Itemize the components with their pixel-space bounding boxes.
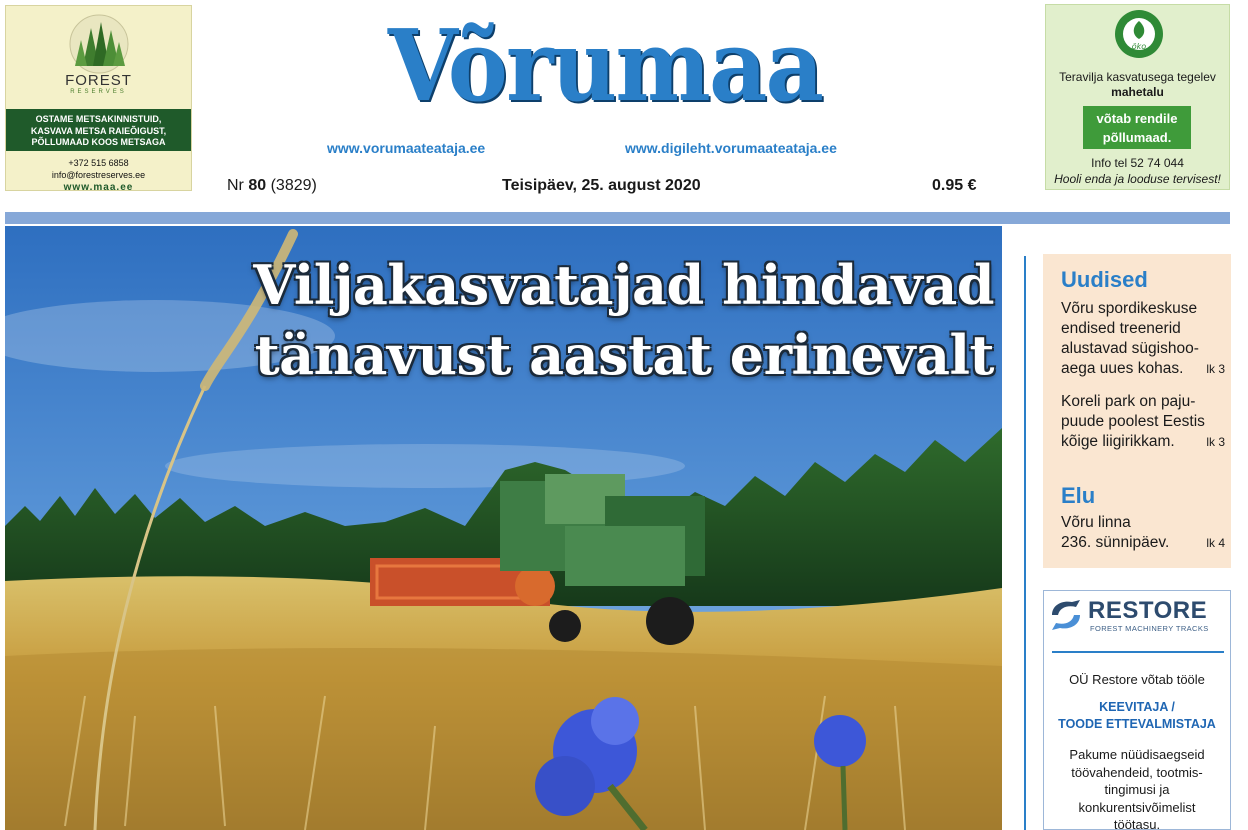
forest-offer-band — [6, 109, 191, 151]
farm-ad-slogan: Hooli enda ja looduse tervisest! — [1054, 172, 1221, 186]
restore-job-line: KEEVITAJA / — [1099, 700, 1175, 714]
forest-offer-line: KASVAVA METSA RAIEÕIGUST, — [30, 125, 167, 136]
restore-hiring-line: OÜ Restore võtab tööle — [1069, 672, 1205, 687]
farm-ad-phone: Info tel 52 74 044 — [1091, 156, 1184, 170]
masthead — [225, 6, 995, 156]
issue-number — [227, 177, 317, 195]
news-teaser-line: Võru spordikeskuse — [1061, 300, 1198, 317]
news-teaser-line: kõige liigirikkam. — [1061, 433, 1175, 450]
page-reference: lk 4 — [1206, 536, 1225, 550]
website-link[interactable]: www.vorumaateataja.ee — [327, 140, 486, 156]
news-teaser-item[interactable] — [1061, 392, 1225, 452]
eco-label-text: öko — [1131, 42, 1147, 51]
restore-offer-text — [1044, 746, 1230, 830]
forest-phone: +372 515 6858 — [68, 158, 129, 168]
forest-brand-sub: RESERVES — [70, 89, 127, 95]
news-teaser-line: endised treenerid — [1061, 320, 1181, 337]
headline-line: tänavust aastat erinevalt — [254, 323, 994, 387]
headline-line: Viljakasvatajad hindavad — [253, 253, 994, 317]
restore-offer-line: töövahendeid, tootmis- — [1071, 764, 1203, 780]
restore-divider — [1052, 651, 1224, 653]
farm-ad-offer-line: põllumaad. — [1102, 130, 1172, 145]
restore-offer-line: tingimusi ja — [1104, 782, 1170, 797]
issue-date: Teisipäev, 25. august 2020 — [502, 177, 701, 194]
news-teaser-line: 236. sünnipäev. — [1061, 534, 1170, 551]
sidebar-rule — [1024, 256, 1026, 830]
forest-offer-line: PÕLLUMAAD KOOS METSAGA — [31, 137, 166, 147]
newspaper-title[interactable]: Võrumaa — [387, 9, 823, 124]
restore-offer-line: konkurentsivõimelist — [1078, 799, 1196, 815]
section-heading-life[interactable]: Elu — [1061, 483, 1096, 508]
forest-brand-name: FOREST — [65, 72, 132, 89]
page-reference: lk 3 — [1206, 435, 1225, 449]
forest-trees-icon — [61, 14, 137, 74]
forest-offer-line: OSTAME METSAKINNISTUID, — [35, 114, 162, 124]
organic-farm-ad[interactable] — [1045, 4, 1230, 190]
forest-web-link[interactable]: www.maa.ee — [63, 182, 134, 191]
news-teaser-item[interactable] — [1061, 513, 1225, 553]
news-teaser-line: puude poolest Eestis — [1061, 413, 1205, 430]
news-teaser-line: aega uues kohas. — [1061, 360, 1184, 377]
farm-ad-offer-line: võtab rendile — [1096, 111, 1178, 126]
restore-brand-name: RESTORE — [1088, 597, 1208, 624]
issue-number-label: Nr — [227, 177, 244, 194]
news-teaser-item[interactable] — [1061, 299, 1225, 379]
issue-total-number: (3829) — [270, 177, 317, 194]
news-teaser-line: Koreli park on paju- — [1061, 393, 1196, 410]
farm-ad-offer-box — [1083, 106, 1191, 149]
forest-email-link[interactable]: info@forestreserves.ee — [51, 170, 146, 180]
digital-edition-link[interactable]: www.digileht.vorumaateataja.ee — [625, 140, 837, 156]
section-heading-news[interactable]: Uudised — [1061, 267, 1148, 292]
hero-photo[interactable] — [5, 226, 1002, 830]
farm-ad-emphasis: mahetalu — [1111, 85, 1164, 99]
page-reference: lk 3 — [1206, 362, 1225, 376]
restore-offer-line: töötasu. — [1113, 817, 1161, 830]
news-teaser-box — [1043, 254, 1231, 568]
issue-number-value: 80 — [248, 177, 267, 194]
restore-offer-line: Pakume nüüdisaegseid — [1069, 747, 1205, 762]
restore-job-ad[interactable] — [1043, 590, 1231, 830]
farm-ad-line: Teravilja kasvatusega tegelev — [1059, 70, 1216, 84]
restore-job-line: TOODE ETTEVALMISTAJA — [1058, 717, 1216, 731]
main-headline[interactable] — [234, 250, 994, 390]
news-teaser-line: Võru linna — [1061, 514, 1131, 531]
header-divider — [5, 212, 1230, 224]
restore-job-title — [1044, 699, 1230, 733]
forest-reserves-ad[interactable] — [5, 5, 192, 191]
restore-logo-icon — [1048, 597, 1084, 633]
news-teaser-line: alustavad sügishoo- — [1061, 340, 1199, 357]
eco-label-icon — [1114, 9, 1164, 59]
issue-price: 0.95 € — [932, 177, 977, 194]
restore-tagline: FOREST MACHINERY TRACKS — [1090, 624, 1209, 633]
